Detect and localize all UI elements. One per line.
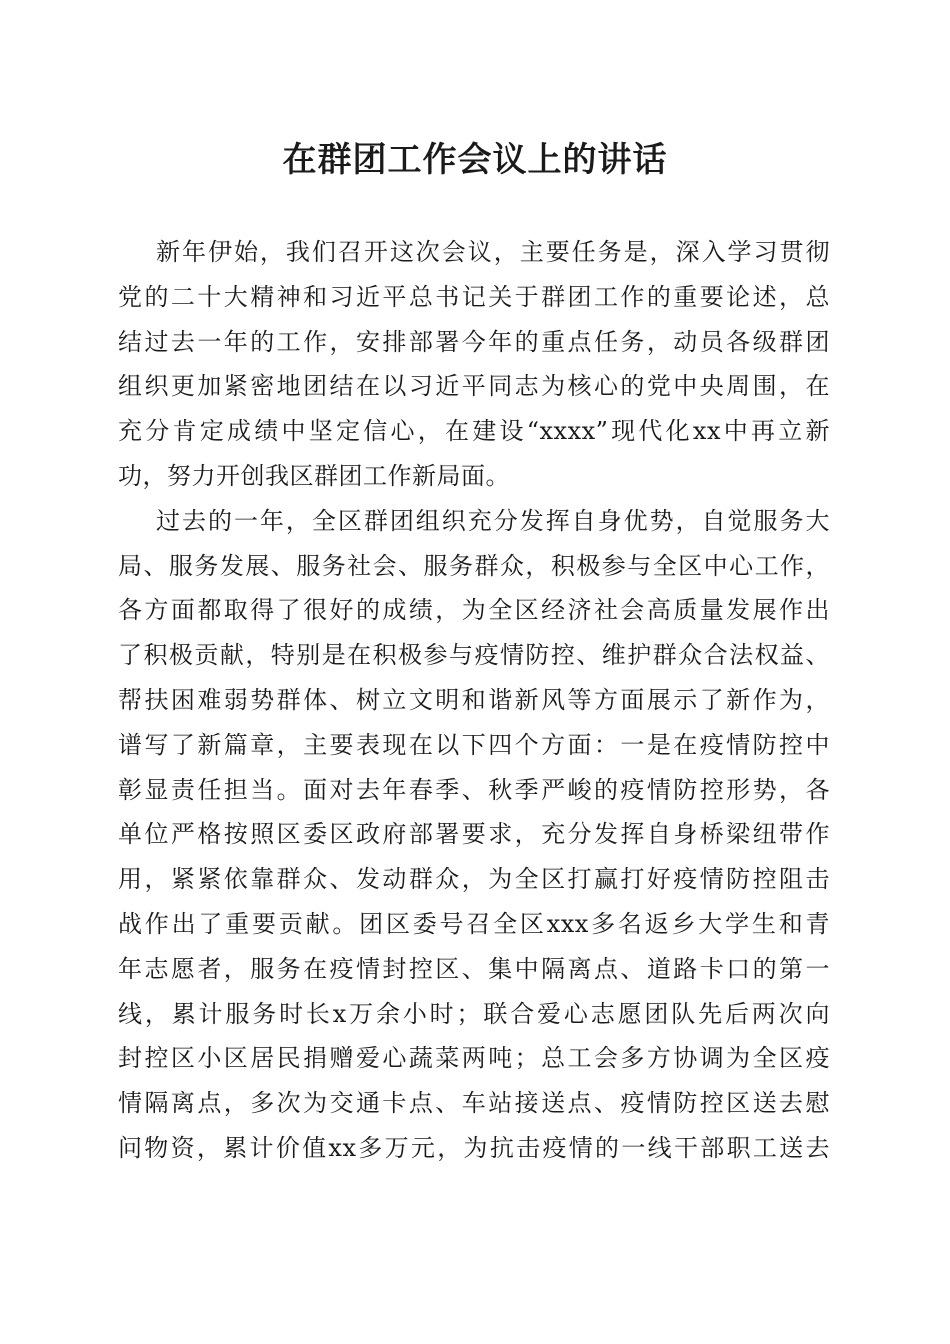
text-line: 组织更加紧密地团结在以习近平同志为核心的党中央周围，在	[118, 372, 830, 401]
document-body	[118, 230, 830, 1171]
paragraph-1	[118, 230, 830, 499]
text-line: 充分肯定成绩中坚定信心，在建设“xxxx”现代化xx中再立新	[118, 417, 830, 446]
text-line: 各方面都取得了很好的成绩，为全区经济社会高质量发展作出	[118, 596, 830, 625]
text-line: 单位严格按照区委区政府部署要求，充分发挥自身桥梁纽带作	[118, 820, 830, 849]
text-line: 党的二十大精神和习近平总书记关于群团工作的重要论述，总	[118, 282, 830, 311]
text-line: 封控区小区居民捐赠爱心蔬菜两吨；总工会多方协调为全区疫	[118, 1044, 830, 1073]
text-line: 局、服务发展、服务社会、服务群众，积极参与全区中心工作，	[118, 551, 830, 580]
text-line: 用，紧紧依靠群众、发动群众，为全区打赢打好疫情防控阻击	[118, 865, 830, 894]
text-line: 年志愿者，服务在疫情封控区、集中隔离点、道路卡口的第一	[118, 954, 830, 983]
text-line: 情隔离点，多次为交通卡点、车站接送点、疫情防控区送去慰	[118, 1089, 830, 1118]
paragraph-2	[118, 499, 830, 1171]
text-line: 谱写了新篇章，主要表现在以下四个方面：一是在疫情防控中	[118, 730, 830, 759]
text-line: 功，努力开创我区群团工作新局面。	[118, 461, 510, 490]
text-line: 了积极贡献，特别是在积极参与疫情防控、维护群众合法权益、	[118, 641, 830, 670]
text-line: 过去的一年，全区群团组织充分发挥自身优势，自觉服务大	[156, 506, 830, 535]
text-line: 新年伊始，我们召开这次会议，主要任务是，深入学习贯彻	[156, 238, 830, 266]
text-line: 帮扶困难弱势群体、树立文明和谐新风等方面展示了新作为，	[118, 685, 830, 714]
text-line: 问物资，累计价值xx多万元，为抗击疫情的一线干部职工送去	[118, 1133, 830, 1162]
text-line: 结过去一年的工作，安排部署今年的重点任务，动员各级群团	[118, 327, 830, 356]
text-line: 线，累计服务时长x万余小时；联合爱心志愿团队先后两次向	[118, 999, 830, 1028]
text-line: 彰显责任担当。面对去年春季、秋季严峻的疫情防控形势，各	[118, 775, 830, 804]
document-title: 在群团工作会议上的讲话	[282, 140, 668, 180]
text-line: 战作出了重要贡献。团区委号召全区xxx多名返乡大学生和青	[118, 909, 830, 938]
